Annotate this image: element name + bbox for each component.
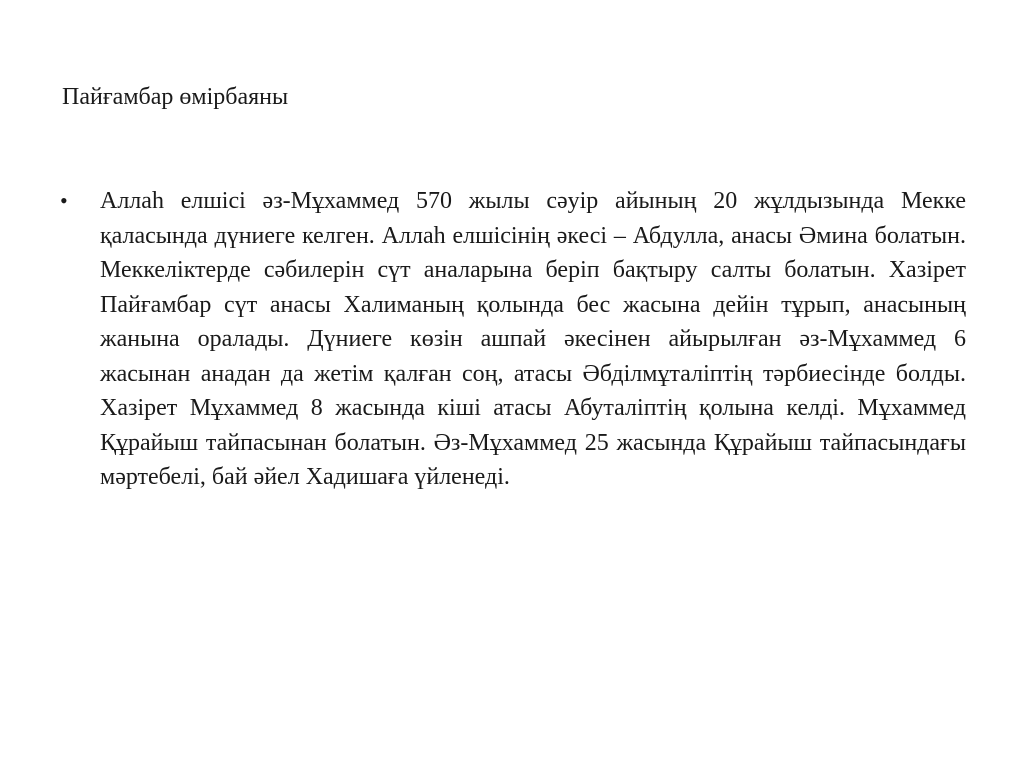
bullet-text: Аллаһ елшісі әз-Мұхаммед 570 жылы сәуір айының 20 жұлдызында Мекке қаласында дүниеге келген. Аллаһ елшісінің әкесі – Абдулла, анасы Әмина болатын. Меккеліктерде сәбилерін сүт аналарына беріп бақтыру салты болатын. Хазірет Пайғамбар сүт анасы Халиманың қолында бес жасына дейін тұрып, анасының жанына оралады. Дүниеге көзін ашпай әкесінен айырылған әз-Мұхаммед 6 жасынан анадан да жетім қалған соң, атасы Әбділмұталіптің тәрбиесінде болды. Хазірет Мұхаммед 8 жасында кіші атасы Абуталіптің қолына келді. Мұхаммед Құрайыш тайпасынан болатын. Әз-Мұхаммед 25 жасында Құрайыш тайпасындағы мәртебелі, бай әйел Хадишаға үйленеді. (100, 188, 966, 490)
bullet-list (60, 184, 966, 495)
bullet-item (60, 184, 966, 495)
bullet-marker: • (60, 188, 68, 213)
slide-title: Пайғамбар өмірбаяны (62, 84, 289, 110)
